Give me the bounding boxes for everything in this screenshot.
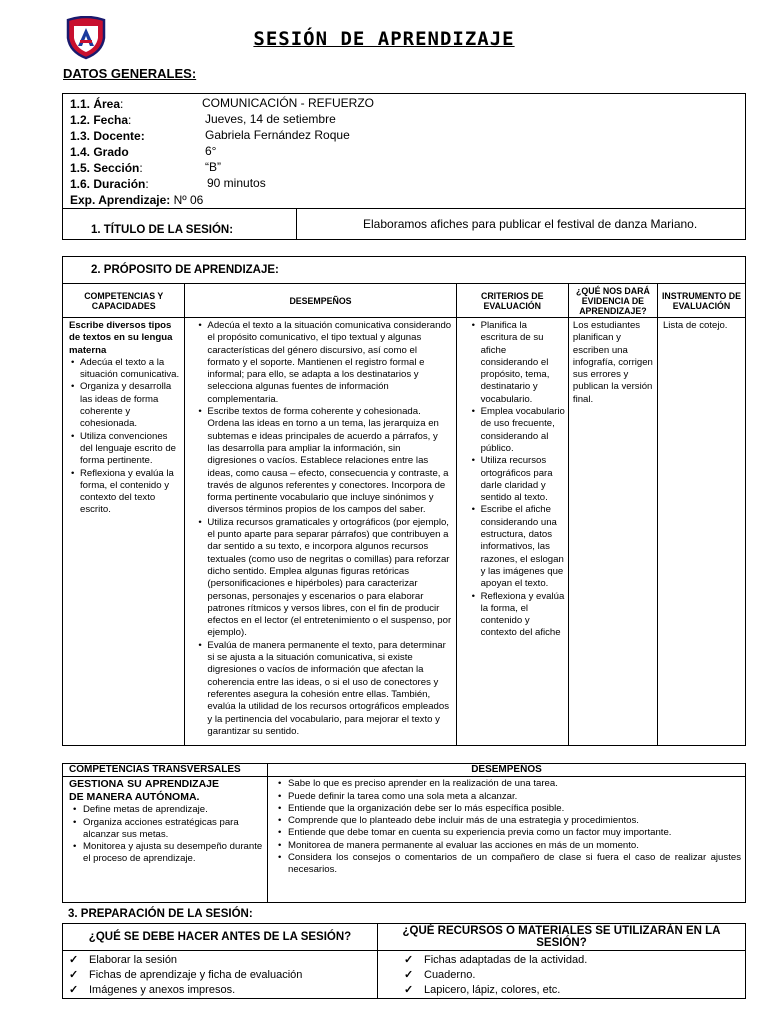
- general-row-section: 1.5. Sección:: [70, 161, 143, 175]
- general-value-duration: 90 minutos: [207, 176, 266, 190]
- prep-before-item: ✓ Elaborar la sesión: [89, 953, 377, 968]
- prep-material-item: ✓ Fichas adaptadas de la actividad.: [424, 953, 745, 968]
- general-value-date: Jueves, 14 de setiembre: [205, 112, 336, 126]
- capacity-item: • Adecúa el texto a la situación comunicativa.: [80, 357, 182, 382]
- divider: [63, 208, 745, 209]
- criterion-item: • Planifica la escritura de su afiche considerando el propósito, tema, destinatario y vocabulario.: [481, 320, 565, 406]
- prep-before-item: ✓ Fichas de aprendizaje y ficha de evaluación: [89, 968, 377, 983]
- transversal-performance-item: • Monitorea de manera permanente al evaluar las acciones en más de un momento.: [288, 840, 741, 852]
- divider: [296, 208, 297, 240]
- purpose-table: [62, 256, 746, 746]
- col-header-competencies: COMPETENCIAS Y CAPACIDADES: [63, 284, 185, 318]
- transversal-competence-cell: [63, 777, 268, 903]
- transversal-performance-item: • Comprende que lo planteado debe incluir más de una estrategia y procedimientos.: [288, 815, 741, 827]
- transversal-performance-item: • Sabe lo que es preciso aprender en la realización de una tarea.: [288, 778, 741, 790]
- prep-before-item: ✓ Imágenes y anexos impresos.: [89, 983, 377, 998]
- general-row-teacher: 1.3. Docente:: [70, 129, 145, 143]
- preparation-heading: 3. PREPARACIÓN DE LA SESIÓN:: [68, 908, 253, 920]
- col-header-performances: DESEMPEÑOS: [185, 284, 456, 318]
- transversal-performances-cell: [268, 777, 746, 903]
- prep-material-item: ✓ Lapicero, lápiz, colores, etc.: [424, 983, 745, 998]
- general-value-section: “B”: [205, 160, 221, 174]
- transversal-performance-item: • Considera los consejos o comentarios de un compañero de clase si fuera el caso de realizar ajustes necesarios.: [288, 852, 741, 877]
- purpose-heading: 2. PRÓPOSITO DE APRENDIZAJE:: [63, 257, 746, 284]
- transversal-performance-item: • Entiende que debe tomar en cuenta su experiencia previa como un factor muy importante.: [288, 827, 741, 839]
- capacity-item: • Reflexiona y evalúa la forma, el contenido y contexto del texto escrito.: [80, 468, 182, 517]
- criterion-item: • Reflexiona y evalúa la forma, el contenido y contexto del afiche: [481, 591, 565, 640]
- capacity-item: • Utiliza convenciones del lenguaje escrito de forma pertinente.: [80, 431, 182, 468]
- general-row-duration: 1.6. Duración:: [70, 177, 149, 191]
- performance-item: • Escribe textos de forma coherente y cohesionada. Ordena las ideas en torno a un tema, las jerarquiza en subtemas e ideas principales de acuerdo a párrafos, y las desarrolla para ampliar la información, sin digresiones o vacíos. Establece relaciones entre las ideas, como causa – efecto, consecuencia y contraste, a través de algunos referentes y conectores. Incorpora de forma pertinente vocabulario que incluye sinónimos y diversos términos propios de los campos del saber.: [207, 406, 451, 517]
- general-value-teacher: Gabriela Fernández Roque: [205, 128, 350, 142]
- criterion-item: • Escribe el afiche considerando una estructura, datos informativos, las razones, el eslogan y las imágenes que apoyan el texto.: [481, 504, 565, 590]
- prep-materials-cell: [378, 951, 746, 999]
- general-row-area: 1.1. Área:: [70, 97, 124, 111]
- col-header-criteria: CRITERIOS DE EVALUACIÓN: [456, 284, 568, 318]
- general-data-box: [62, 93, 746, 240]
- general-value-grade: 6°: [205, 144, 217, 158]
- prep-material-item: ✓ Cuaderno.: [424, 968, 745, 983]
- transversal-competence-title: GESTIONA SU APRENDIZAJE DE MANERA AUTÓNOMA.: [69, 778, 219, 804]
- criterion-item: • Emplea vocabulario de uso frecuente, considerando al público.: [481, 406, 565, 455]
- general-value-area: COMUNICACIÓN - REFUERZO: [202, 96, 374, 110]
- general-row-grade: 1.4. Grado: [70, 145, 129, 159]
- transversal-col-header: COMPETENCIAS TRANSVERSALES: [63, 764, 268, 777]
- criterion-item: • Utiliza recursos ortográficos para darle claridad y sentido al texto.: [481, 455, 565, 504]
- general-row-experience: Exp. Aprendizaje: Nº 06: [70, 193, 204, 207]
- transversal-performance-item: • Entiende que la organización debe ser lo más específica posible.: [288, 803, 741, 815]
- instrument-cell: Lista de cotejo.: [657, 318, 745, 746]
- page-title: SESIÓN DE APRENDIZAJE: [253, 28, 515, 50]
- preparation-table: [62, 923, 746, 999]
- criteria-cell: [456, 318, 568, 746]
- performances-cell: [185, 318, 456, 746]
- transversal-capacity-item: • Organiza acciones estratégicas para alcanzar sus metas.: [83, 817, 263, 842]
- transversal-performance-header: DESEMPEÑOS: [268, 764, 746, 777]
- col-header-evidence: ¿QUÉ NOS DARÁ EVIDENCIA DE APRENDIZAJE?: [568, 284, 657, 318]
- prep-before-cell: [63, 951, 378, 999]
- performance-item: • Evalúa de manera permanente el texto, para determinar si se ajusta a la situación comunicativa, si existe digresiones o vacíos de información que afectan la coherencia entre las ideas, o si el uso de conectores y referentes asegura la cohesión entre ellas. También, evalúa la utilidad de los recursos ortográficos empleados y la pertinencia del vocabulario, para mejorar el texto y garantizar su sentido.: [207, 640, 451, 738]
- transversal-capacity-item: • Define metas de aprendizaje.: [83, 804, 263, 816]
- competence-title: Escribe diversos tipos de textos en su lengua materna: [69, 320, 173, 356]
- general-row-date: 1.2. Fecha:: [70, 113, 132, 127]
- evidence-cell: Los estudiantes planifican y escriben una infografía, corrigen sus errores y publican la versión final.: [568, 318, 657, 746]
- competencies-cell: [63, 318, 185, 746]
- col-header-instrument: INSTRUMENTO DE EVALUACIÓN: [657, 284, 745, 318]
- capacity-item: • Organiza y desarrolla las ideas de forma coherente y cohesionada.: [80, 381, 182, 430]
- transversal-capacity-item: • Monitorea y ajusta su desempeño durante el proceso de aprendizaje.: [83, 841, 263, 866]
- performance-item: • Utiliza recursos gramaticales y ortográficos (por ejemplo, el punto aparte para separar párrafos) que contribuyen a dar sentido a su texto, e incorpora algunos recursos textuales (como uso de negritas o comillas) para reforzar dicho sentido. Emplea algunas figuras retóricas (personificaciones e hipérboles) para caracterizar personas, personajes y escenarios o para elaborar patrones rítmicos y versos libres, con el fin de producir efectos en el lector (el entretenimiento o el suspenso, por ejemplo).: [207, 517, 451, 640]
- general-data-heading: DATOS GENERALES:: [63, 66, 197, 81]
- session-title-label: 1. TÍTULO DE LA SESIÓN:: [91, 224, 234, 236]
- prep-col-materials: ¿QUÉ RECURSOS O MATERIALES SE UTILIZARÁN EN LA SESIÓN?: [378, 924, 746, 951]
- performance-item: • Adecúa el texto a la situación comunicativa considerando el propósito comunicativo, el tipo textual y algunas características del género discursivo, así como el formato y el soporte. Mantienen el registro formal e informal; para ello, se adapta a los destinatarios y selecciona algunas fuentes de información complementaria.: [207, 320, 451, 406]
- transversal-performance-item: • Puede definir la tarea como una sola meta a alcanzar.: [288, 791, 741, 803]
- session-title-value: Elaboramos afiches para publicar el festival de danza Mariano.: [363, 217, 698, 231]
- prep-col-before: ¿QUÉ SE DEBE HACER ANTES DE LA SESIÓN?: [63, 924, 378, 951]
- transversal-table: [62, 763, 746, 903]
